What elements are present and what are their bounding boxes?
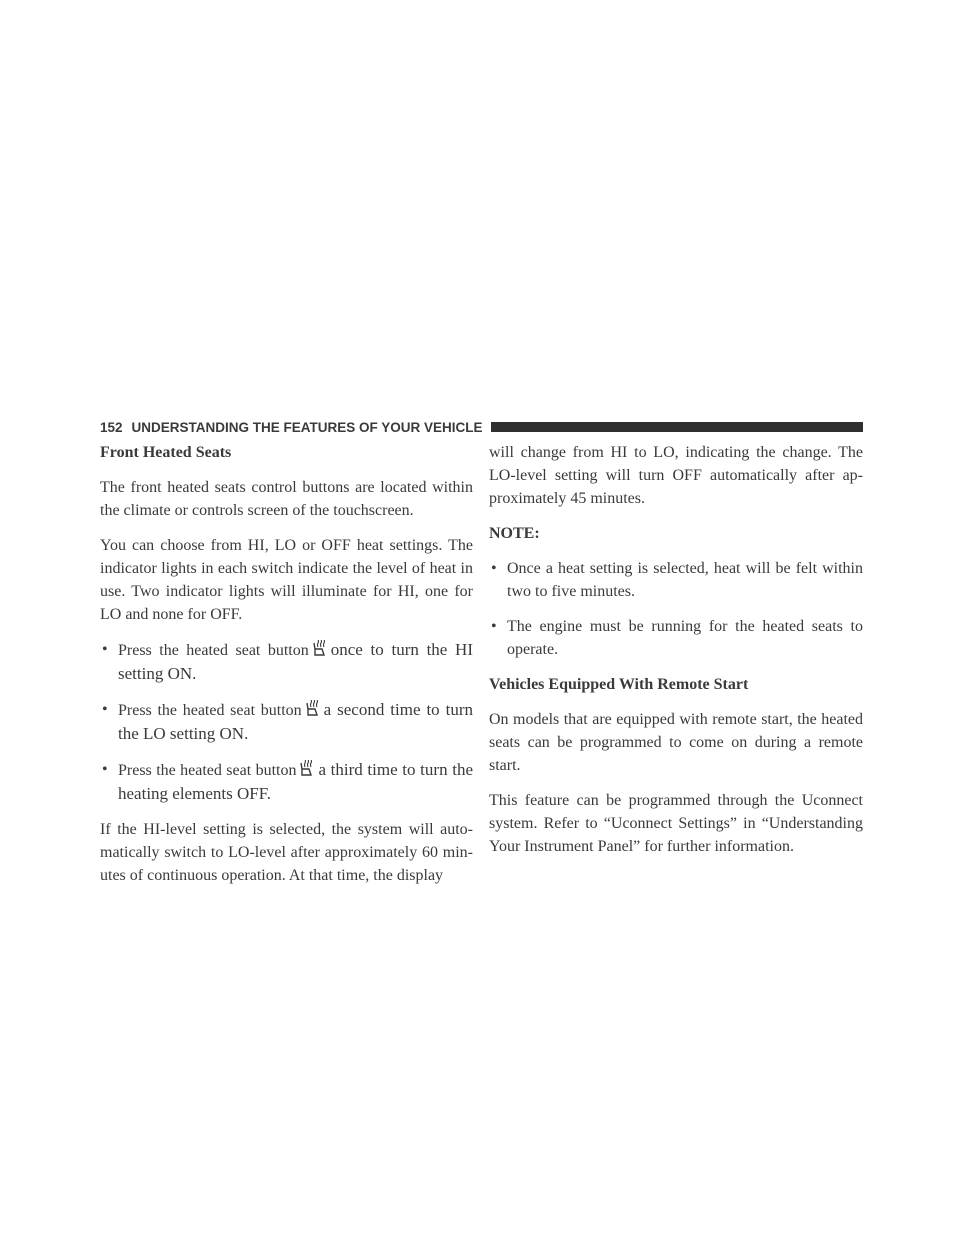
bullet-hi-setting [100,638,473,686]
note-bullet-engine-running [489,615,863,661]
paragraph-controls-location: The front heated seats control buttons are located within the climate or controls screen of the touchscreen. [100,479,473,519]
bullet-text-before: Press the heated seat button [118,702,302,719]
section-title: UNDERSTANDING THE FEATURES OF YOUR VEHICLE [131,419,483,435]
paragraph-auto-switch: If the HI-level setting is selected, the system will auto-matically switch to LO-level after approximately 60 min-utes of continuous operation. At that time, the display [100,821,473,884]
paragraph-heat-settings: You can choose from HI, LO or OFF heat settings. The indicator lights in each switch indicate the level of heat in use. Two indicator lights will illuminate for HI, one for LO and none for OFF. [100,537,473,623]
paragraph-display-change: will change from HI to LO, indicating the change. The LO-level setting will turn OFF automatically after ap-proximately 45 minutes. [489,444,863,507]
paragraph-uconnect: This feature can be programmed through the Uconnect system. Refer to “Uconnect Settings” in “Understanding Your Instrument Panel” for further information. [489,792,863,855]
bullet-text-after: a second time to turn the LO setting ON. [118,700,474,743]
bullet-dot: • [102,641,108,658]
right-column [489,441,863,870]
section-heading-front-heated-seats: Front Heated Seats [100,444,232,461]
header-rule [491,422,863,432]
page-number: 152 [100,419,123,435]
heated-seat-icon [305,700,321,717]
page-header [100,418,863,436]
note-label: NOTE: [489,525,540,542]
section-heading-remote-start: Vehicles Equipped With Remote Start [489,676,749,693]
bullet-dot: • [102,701,108,718]
bullet-text-after: once to turn the HI setting ON. [118,640,473,683]
left-column [100,441,473,899]
note-bullet-text: Once a heat setting is selected, heat will be felt within two to five minutes. [507,560,863,600]
bullet-lo-setting [100,698,473,746]
bullet-dot: • [102,761,108,778]
paragraph-remote-start: On models that are equipped with remote start, the heated seats can be programmed to come on during a remote start. [489,711,863,774]
heated-seat-icon [312,640,328,657]
bullet-text-before: Press the heated seat button [118,642,309,659]
bullet-dot: • [491,560,497,577]
heated-seat-icon [299,760,315,777]
bullet-text-after: a third time to turn the heating elements OFF. [118,760,473,803]
bullet-off-setting [100,758,473,806]
bullet-text-before: Press the heated seat button [118,762,297,779]
note-bullet-heat-time [489,557,863,603]
bullet-dot: • [491,618,497,635]
note-bullet-text: The engine must be running for the heated seats to operate. [507,618,863,658]
